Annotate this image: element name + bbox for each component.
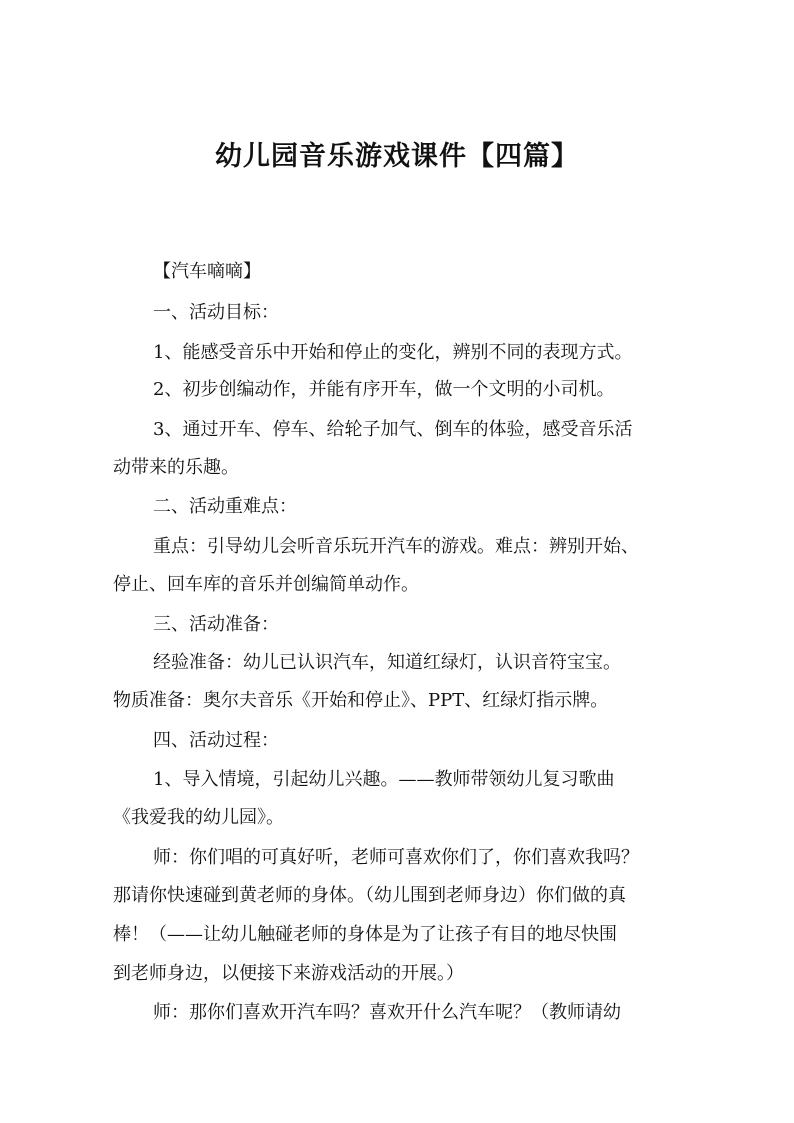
section-heading-car-game: 【汽车嘀嘀】	[153, 261, 261, 282]
paragraph-line: 1、能感受音乐中开始和停止的变化，辨别不同的表现方式。	[153, 342, 633, 363]
paragraph-line: 经验准备：幼儿已认识汽车，知道红绿灯，认识音符宝宝。	[153, 652, 621, 673]
section-heading-preparation: 三、活动准备：	[153, 614, 279, 635]
paragraph-line: 2、初步创编动作，并能有序开车，做一个文明的小司机。	[153, 379, 615, 400]
paragraph-line: 物质准备：奥尔夫音乐《开始和停止》、PPT、红绿灯指示牌。	[113, 690, 609, 711]
paragraph-line: 停止、回车库的音乐并创编简单动作。	[113, 574, 419, 595]
paragraph-line: 动带来的乐趣。	[113, 457, 239, 478]
paragraph-line: 棒！（——让幼儿触碰老师的身体是为了让孩子有目的地尽快围	[113, 924, 617, 945]
document-title: 幼儿园音乐游戏课件【四篇】	[215, 141, 579, 172]
section-heading-goals: 一、活动目标：	[153, 302, 279, 323]
paragraph-line: 到老师身边，以便接下来游戏活动的开展。）	[113, 963, 464, 984]
paragraph-line: 师：那你们喜欢开汽车吗？喜欢开什么汽车呢？（教师请幼	[153, 1002, 621, 1023]
paragraph-line: 重点：引导幼儿会听音乐玩开汽车的游戏。难点：辨别开始、	[153, 536, 639, 557]
section-heading-key-points: 二、活动重难点：	[153, 496, 297, 517]
paragraph-line: 师：你们唱的可真好听，老师可喜欢你们了，你们喜欢我吗？	[153, 847, 639, 868]
paragraph-line: 1、导入情境，引起幼儿兴趣。——教师带领幼儿复习歌曲	[153, 769, 615, 790]
paragraph-line: 那请你快速碰到黄老师的身体。（幼儿围到老师身边）你们做的真	[113, 885, 626, 906]
section-heading-process: 四、活动过程：	[153, 730, 279, 751]
paragraph-line: 3、通过开车、停车、给轮子加气、倒车的体验，感受音乐活	[153, 419, 633, 440]
paragraph-line: 《我爱我的幼儿园》。	[113, 807, 284, 828]
